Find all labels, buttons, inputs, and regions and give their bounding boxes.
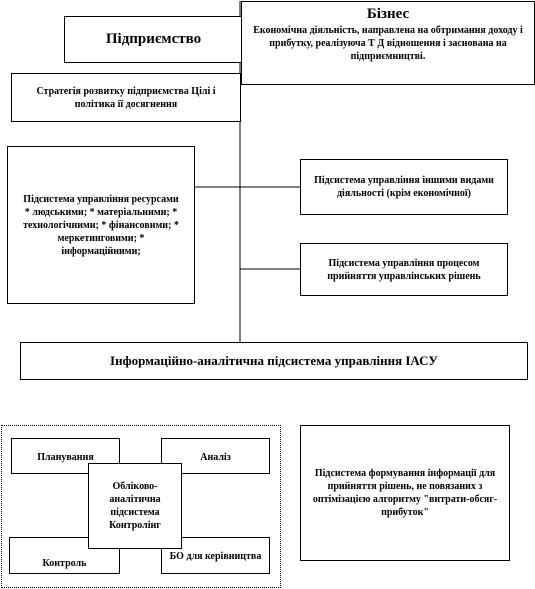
planning-label: Планування xyxy=(37,452,94,463)
decisions-text: Підсистема управління процесом прийняття управлінських рішень xyxy=(327,257,481,282)
other-activities-box xyxy=(300,159,508,215)
enterprise-label: Підприємство xyxy=(105,31,202,47)
business-box xyxy=(241,1,535,85)
strategy-box xyxy=(11,73,241,122)
accounting-line-3: підсистема xyxy=(110,507,160,518)
resources-box xyxy=(7,146,195,304)
accounting-box xyxy=(88,463,182,549)
resources-line-1: * людськими; * матеріальними; * xyxy=(24,206,178,218)
analysis-label: Аналіз xyxy=(200,452,231,463)
accounting-line-2: аналітична xyxy=(109,494,161,505)
business-text: Економічна діяльність, направлена на обтримання доходу і прибутку, реалізуюча Т Д відношення і заснована на підприємництві. xyxy=(253,25,523,62)
accounting-line-1: Обліково- xyxy=(112,481,158,492)
resources-line-2: технологічними; * фінансовими; * xyxy=(23,219,179,231)
bo-label: БО для керівництва xyxy=(169,551,262,562)
control-label: Контроль xyxy=(42,558,87,569)
iasu-label: Інформаційно-аналітична підсистема управління ІАСУ xyxy=(110,353,438,368)
decisions-box xyxy=(300,243,508,296)
business-title: Бізнес xyxy=(366,6,410,22)
enterprise-box xyxy=(64,16,243,63)
resources-title: Підсистема управління ресурсами xyxy=(23,193,179,205)
other-activities-text: Підсистема управління іншими видами діяльності (крім економічної) xyxy=(314,175,494,199)
resources-line-4: інформаційними; xyxy=(61,245,141,257)
accounting-line-4: Контролінг xyxy=(109,520,161,531)
info-formation-box xyxy=(300,425,510,561)
strategy-text: Стратегія розвитку підприємства Цілі і політика її досягнення xyxy=(36,85,216,110)
resources-line-3: меркетинговими; * xyxy=(57,232,145,244)
info-formation-text: Підсистема формування інформації для прийняття рішень, не повязаних з оптімізацією алгоритму "витрати-обсяг-прибуток" xyxy=(312,468,498,518)
iasu-box xyxy=(20,342,528,380)
